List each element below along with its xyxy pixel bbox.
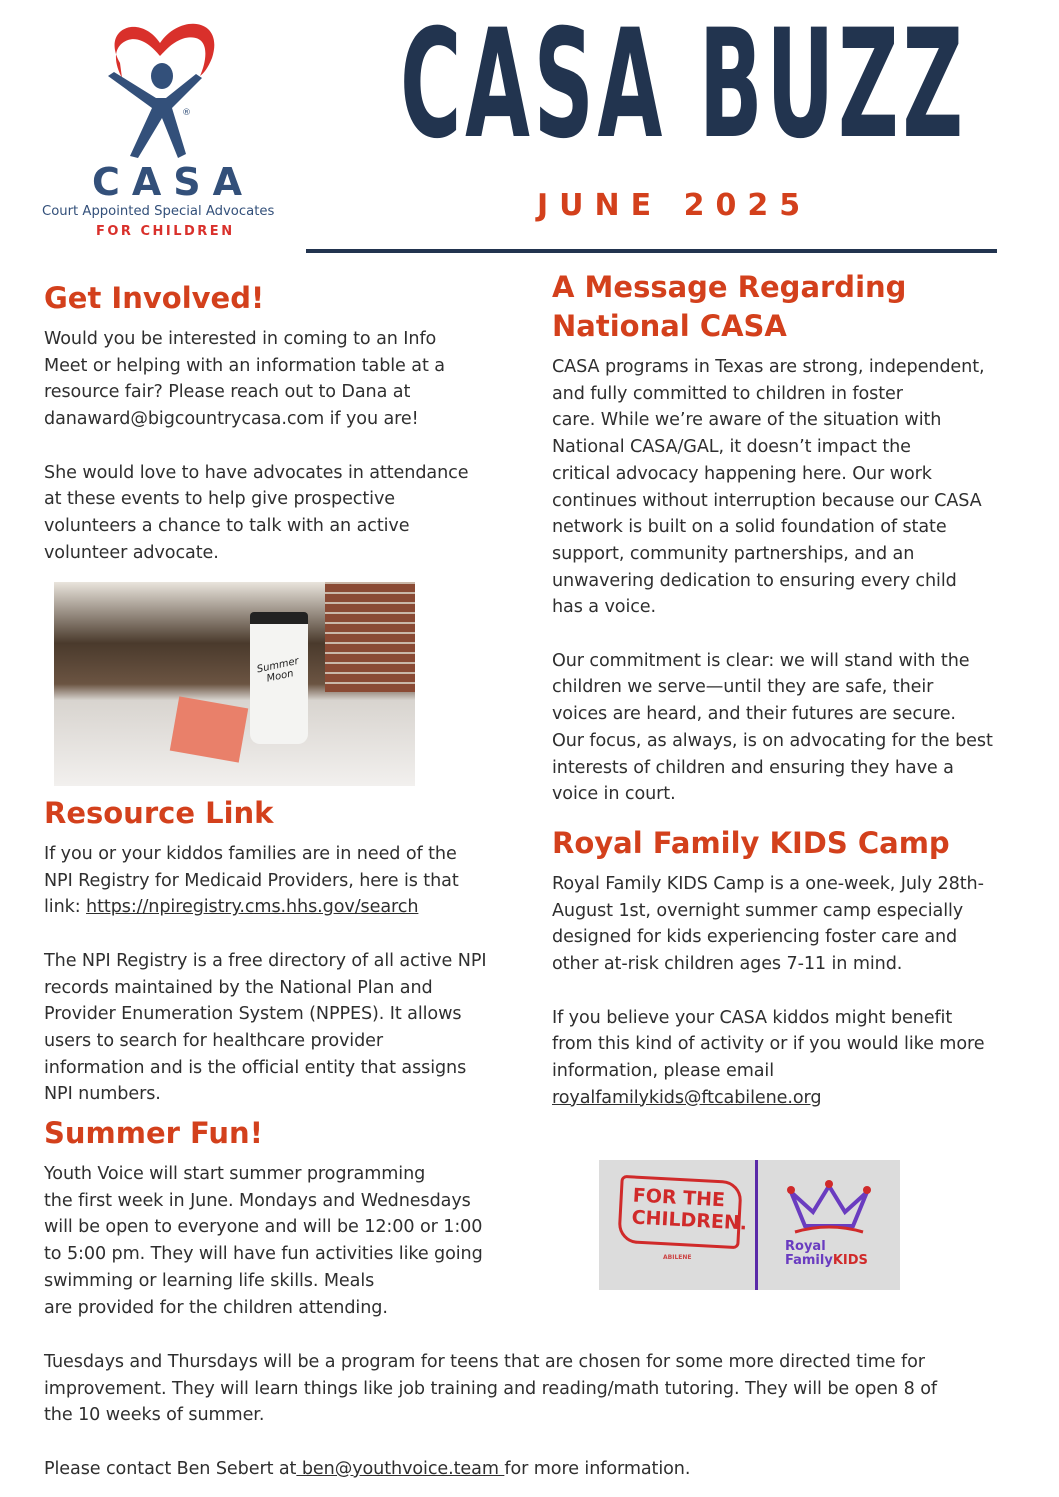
royal-paragraph-1: Royal Family KIDS Camp is a one-week, July 28th- August 1st, overnight summer camp especially designed for kids experiencing foster care and other at-risk children ages 7-11 in mind.	[552, 874, 984, 975]
youthvoice-email-link[interactable]: ben@youthvoice.team	[296, 1458, 505, 1479]
resource-paragraph-1	[44, 841, 524, 921]
npi-registry-link[interactable]: https://npiregistry.cms.hhs.gov/search	[86, 897, 419, 918]
get-involved-heading: Get Involved!	[44, 281, 265, 315]
brick-wall	[325, 582, 415, 692]
crown-icon	[783, 1178, 873, 1238]
wordmark-family: Family	[785, 1253, 833, 1268]
summer-fun-section	[44, 1114, 524, 1321]
contact-text: Please contact Ben Sebert at	[44, 1458, 297, 1479]
summer-paragraph-3	[44, 1456, 1024, 1483]
logo-for-children: FOR CHILDREN	[96, 224, 235, 239]
resource-link-heading: Resource Link	[44, 796, 274, 830]
newsletter-title: CASA BUZZ	[400, 0, 967, 172]
cup-label: Summer Moon	[255, 655, 300, 685]
royal-family-email-link[interactable]: royalfamilykids@ftcabilene.org	[552, 1087, 822, 1108]
book	[170, 696, 248, 762]
casa-logo	[40, 18, 300, 243]
message-paragraph-2: Our commitment is clear: we will stand with the children we serve—until they are safe, their voices are heard, and their futures are secure. Our focus, as always, is on advocating for the best interests of children and ensuring they have a voice in court.	[552, 650, 993, 805]
royal-paragraph-2	[552, 1005, 1032, 1112]
get-involved-section	[44, 279, 514, 566]
coffee-shop-photo	[54, 582, 415, 786]
royal-family-heading: Royal Family KIDS Camp	[552, 826, 950, 860]
summer-fun-heading: Summer Fun!	[44, 1116, 263, 1150]
royal-text: If you believe your CASA kiddos might benefit from this kind of activity or if you would like more information, please email	[552, 1007, 985, 1081]
logo-casa-text: CASA	[92, 160, 255, 204]
summer-paragraph-2: Tuesdays and Thursdays will be a program for teens that are chosen for some more directed time for improvement. They will learn things like job training and reading/math tutoring. They will be open 8 of the 10 weeks of summer.	[44, 1352, 937, 1426]
wordmark-royal: Royal	[785, 1239, 826, 1254]
summer-paragraph-1: Youth Voice will start summer programming the first week in June. Mondays and Wednesdays will be open to everyone and will be 12:00 or 1:00 to 5:00 pm. They will have fun activities like going swimming or learning life skills. Meals are provided for the children attending.	[44, 1164, 483, 1318]
message-paragraph-1: CASA programs in Texas are strong, independent, and fully committed to children in foster care. While we’re aware of the situation with National CASA/GAL, it doesn’t impact the critical advocacy happening here. Our work continues without interruption because our CASA network is built on a solid foundation of state support, community partnerships, and an unwavering dedication to ensuring every child has a voice.	[552, 357, 985, 618]
resource-paragraph-2: The NPI Registry is a free directory of all active NPI records maintained by the National Plan and Provider Enumeration System (NPPES). It allows users to search for healthcare provider information and is the official entity that assigns NPI numbers.	[44, 950, 487, 1105]
abilene-label: ABILENE	[663, 1254, 692, 1261]
coffee-cup	[250, 612, 308, 744]
header-divider	[306, 249, 997, 253]
flag-line-1: FOR THE	[632, 1184, 726, 1212]
logo-tagline: Court Appointed Special Advocates	[42, 204, 275, 219]
issue-date: JUNE 2025	[537, 188, 812, 223]
get-involved-paragraph-1: Would you be interested in coming to an Info Meet or helping with an information table at a resource fair? Please reach out to Dana at danaward@bigcountrycasa.com if you are!	[44, 329, 445, 430]
get-involved-paragraph-2: She would love to have advocates in attendance at these events to help give prospective volunteers a chance to talk with an active volunteer advocate.	[44, 462, 469, 563]
summer-fun-continued	[44, 1349, 1024, 1483]
casa-heart-figure-icon	[100, 18, 230, 163]
royal-family-kids-wordmark	[785, 1240, 868, 1268]
svg-text:®: ®	[182, 108, 191, 118]
national-casa-heading: A Message Regarding National CASA	[552, 270, 907, 343]
contact-text-end: for more information.	[504, 1458, 691, 1479]
flag-line-2: CHILDREN.	[631, 1206, 748, 1235]
resource-text: If you or your kiddos families are in need of the NPI Registry for Medicaid Providers, here is that link:	[44, 844, 459, 918]
royal-family-section	[552, 824, 1032, 1111]
resource-link-section	[44, 794, 524, 1108]
for-the-children-flag	[617, 1175, 748, 1249]
national-casa-message-section	[552, 268, 1032, 808]
wordmark-kids: KIDS	[832, 1253, 868, 1268]
partner-logos	[599, 1160, 900, 1290]
logo-divider	[755, 1160, 758, 1290]
